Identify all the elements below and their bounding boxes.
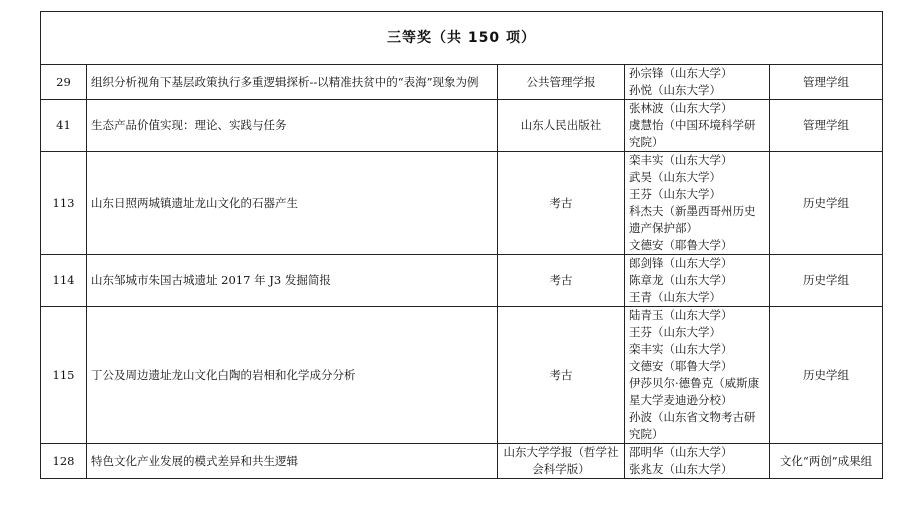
row-title: 组织分析视角下基层政策执行多重逻辑探析--以精准扶贫中的“表海”现象为例 xyxy=(87,65,498,100)
author-line: 邵明华（山东大学） xyxy=(629,445,733,459)
author-line: 文德安（耶鲁大学） xyxy=(629,359,733,373)
author-line: 遗产保护部） xyxy=(629,221,698,235)
awards-table xyxy=(40,11,883,479)
row-publisher: 考古 xyxy=(498,255,625,307)
row-publisher: 山东大学学报（哲学社会科学版） xyxy=(498,444,625,479)
author-line: 郎剑锋（山东大学） xyxy=(629,256,733,270)
row-number: 128 xyxy=(41,444,87,479)
author-line: 孙宗锋（山东大学） xyxy=(629,66,733,80)
author-line: 科杰夫（新墨西哥州历史 xyxy=(629,204,756,218)
row-authors xyxy=(625,307,770,444)
author-line: 王芬（山东大学） xyxy=(629,187,721,201)
author-line: 虞慧怡（中国环境科学研 xyxy=(629,118,756,132)
table-row xyxy=(41,65,883,100)
row-title: 山东邹城市朱国古城遗址 2017 年 J3 发掘简报 xyxy=(87,255,498,307)
row-publisher: 山东人民出版社 xyxy=(498,100,625,152)
row-number: 29 xyxy=(41,65,87,100)
row-authors xyxy=(625,65,770,100)
author-line: 陆青玉（山东大学） xyxy=(629,308,733,322)
author-line: 孙波（山东省文物考古研 xyxy=(629,410,756,424)
author-line: 究院） xyxy=(629,427,664,441)
table-row xyxy=(41,255,883,307)
row-group: 文化“两创”成果组 xyxy=(770,444,883,479)
author-line: 伊莎贝尔·德鲁克（威斯康 xyxy=(629,376,760,390)
table-row xyxy=(41,152,883,255)
author-line: 孙悦（山东大学） xyxy=(629,83,721,97)
row-group: 历史学组 xyxy=(770,307,883,444)
author-line: 张兆友（山东大学） xyxy=(629,462,733,476)
row-group: 历史学组 xyxy=(770,255,883,307)
row-title: 丁公及周边遗址龙山文化白陶的岩相和化学成分分析 xyxy=(87,307,498,444)
row-number: 114 xyxy=(41,255,87,307)
table-title-row xyxy=(41,12,883,65)
row-title: 生态产品价值实现：理论、实践与任务 xyxy=(87,100,498,152)
table-row xyxy=(41,307,883,444)
author-line: 张林波（山东大学） xyxy=(629,101,733,115)
row-publisher: 考古 xyxy=(498,152,625,255)
author-line: 王芬（山东大学） xyxy=(629,325,721,339)
row-title: 特色文化产业发展的模式差异和共生逻辑 xyxy=(87,444,498,479)
table-row xyxy=(41,100,883,152)
author-line: 栾丰实（山东大学） xyxy=(629,342,733,356)
author-line: 王青（山东大学） xyxy=(629,290,721,304)
row-authors xyxy=(625,444,770,479)
row-title: 山东日照两城镇遗址龙山文化的石器产生 xyxy=(87,152,498,255)
author-line: 究院） xyxy=(629,135,664,149)
row-publisher: 公共管理学报 xyxy=(498,65,625,100)
row-group: 历史学组 xyxy=(770,152,883,255)
row-number: 113 xyxy=(41,152,87,255)
row-publisher: 考古 xyxy=(498,307,625,444)
row-group: 管理学组 xyxy=(770,100,883,152)
table-row xyxy=(41,444,883,479)
row-authors xyxy=(625,152,770,255)
row-authors xyxy=(625,100,770,152)
author-line: 栾丰实（山东大学） xyxy=(629,153,733,167)
author-line: 文德安（耶鲁大学） xyxy=(629,238,733,252)
author-line: 武昊（山东大学） xyxy=(629,170,721,184)
table-title: 三等奖（共 150 项） xyxy=(41,12,883,65)
author-line: 陈章龙（山东大学） xyxy=(629,273,733,287)
row-authors xyxy=(625,255,770,307)
author-line: 星大学麦迪逊分校） xyxy=(629,393,733,407)
row-group: 管理学组 xyxy=(770,65,883,100)
row-number: 115 xyxy=(41,307,87,444)
row-number: 41 xyxy=(41,100,87,152)
